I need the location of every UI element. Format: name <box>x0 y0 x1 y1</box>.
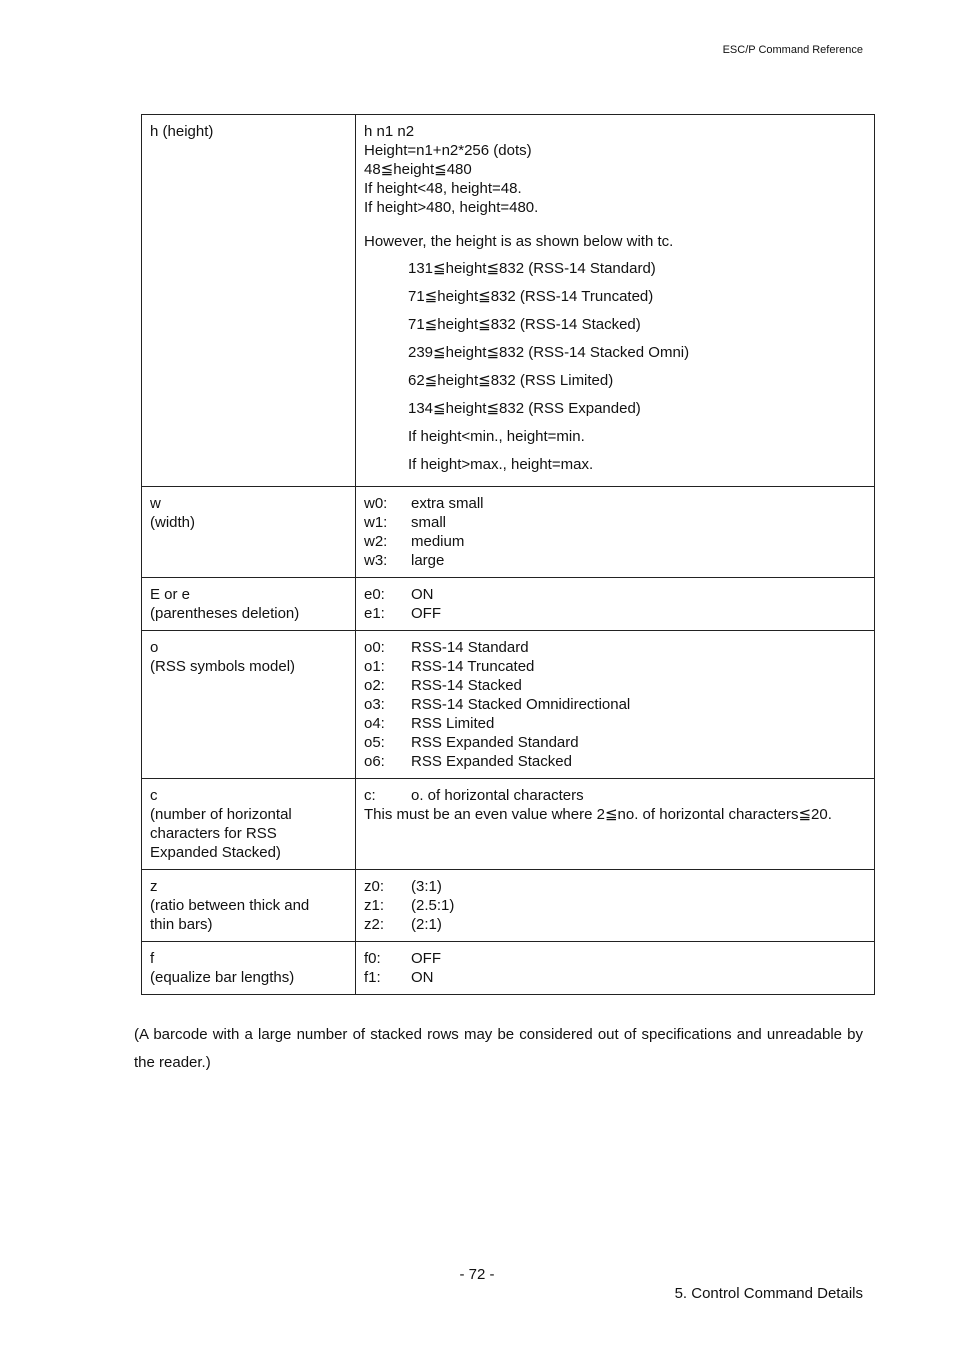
option-row <box>364 877 866 896</box>
option-code: c: <box>364 787 376 804</box>
parameter-table-body <box>142 115 875 995</box>
param-name-line: E or e <box>150 586 191 603</box>
option-row <box>364 786 866 805</box>
param-desc-cell <box>356 115 875 487</box>
param-name-line: (parentheses deletion) <box>150 605 300 622</box>
option-label: RSS-14 Standard <box>411 639 529 656</box>
option-code: e1: <box>364 605 385 622</box>
option-row <box>364 551 866 570</box>
option-code: o3: <box>364 696 385 713</box>
desc-line: h n1 n2 <box>364 123 415 140</box>
param-name-line: o <box>150 639 159 656</box>
option-row <box>364 752 866 771</box>
param-desc-cell <box>356 870 875 942</box>
desc-line: 48≦height≦480 <box>364 161 472 178</box>
tc-range-line: 131≦height≦832 (RSS-14 Standard) <box>408 260 656 277</box>
option-code: o1: <box>364 658 385 675</box>
option-code: f0: <box>364 950 381 967</box>
param-desc-cell <box>356 631 875 779</box>
option-code: w1: <box>364 514 388 531</box>
param-desc-cell <box>356 779 875 870</box>
param-name-cell <box>142 578 356 631</box>
desc-line: If height<48, height=48. <box>364 180 522 197</box>
option-note: This must be an even value where 2≦no. of horizontal characters≦20. <box>364 806 832 823</box>
param-name-line: (ratio between thick and <box>150 897 310 914</box>
param-name-line: c <box>150 787 158 804</box>
option-code: o4: <box>364 715 385 732</box>
desc-line: Height=n1+n2*256 (dots) <box>364 142 532 159</box>
option-label: RSS-14 Stacked Omnidirectional <box>411 696 631 713</box>
table-row <box>142 870 875 942</box>
param-name-cell <box>142 942 356 995</box>
chapter-title: 5. Control Command Details <box>674 1285 863 1302</box>
param-name-line: (number of horizontal <box>150 806 292 823</box>
option-code: o5: <box>364 734 385 751</box>
param-name-line: f <box>150 950 155 967</box>
table-row <box>142 115 875 487</box>
option-row <box>364 915 866 934</box>
option-code: o2: <box>364 677 385 694</box>
param-name-line: w <box>150 495 161 512</box>
option-label: OFF <box>411 950 441 967</box>
param-desc-cell <box>356 487 875 578</box>
option-row <box>364 494 866 513</box>
option-row <box>364 513 866 532</box>
option-row <box>364 733 866 752</box>
param-name-line: z <box>150 878 158 895</box>
parameter-table <box>141 114 875 995</box>
table-row <box>142 631 875 779</box>
option-row <box>364 968 866 987</box>
param-name-line: thin bars) <box>150 916 213 933</box>
option-code: o0: <box>364 639 385 656</box>
option-row <box>364 638 866 657</box>
tc-range-line: 71≦height≦832 (RSS-14 Truncated) <box>408 288 654 305</box>
param-name-cell <box>142 631 356 779</box>
option-label: o. of horizontal characters <box>411 787 584 804</box>
option-label: ON <box>411 969 434 986</box>
option-code: f1: <box>364 969 381 986</box>
param-name-cell <box>142 487 356 578</box>
option-row <box>364 949 866 968</box>
param-name: h (height) <box>150 123 214 140</box>
option-label: (2.5:1) <box>411 897 455 914</box>
option-row <box>364 695 866 714</box>
option-label: extra small <box>411 495 484 512</box>
option-code: w2: <box>364 533 388 550</box>
option-code: w0: <box>364 495 388 512</box>
option-label: small <box>411 514 447 531</box>
option-code: e0: <box>364 586 385 603</box>
option-label: RSS Expanded Stacked <box>411 753 572 770</box>
tc-range-line: 239≦height≦832 (RSS-14 Stacked Omni) <box>408 344 690 361</box>
option-label: RSS-14 Truncated <box>411 658 535 675</box>
table-row <box>142 779 875 870</box>
option-code: z1: <box>364 897 385 914</box>
header-reference-title: ESC/P Command Reference <box>722 44 863 56</box>
option-code: w3: <box>364 552 388 569</box>
param-name-line: Expanded Stacked) <box>150 844 281 861</box>
option-label: RSS Expanded Standard <box>411 734 579 751</box>
option-label: medium <box>411 533 465 550</box>
param-name-line: (RSS symbols model) <box>150 658 296 675</box>
option-row <box>364 585 866 604</box>
option-label: RSS-14 Stacked <box>411 677 522 694</box>
param-name-cell <box>142 870 356 942</box>
table-row <box>142 487 875 578</box>
table-row <box>142 578 875 631</box>
param-name-line: characters for RSS <box>150 825 277 842</box>
option-label: large <box>411 552 445 569</box>
option-row <box>364 604 866 623</box>
footnote: (A barcode with a large number of stacked rows may be considered out of specifications and unreadable by the reader.) <box>134 1026 863 1071</box>
param-name-line: (width) <box>150 514 196 531</box>
param-name-cell <box>142 779 356 870</box>
option-code: z2: <box>364 916 385 933</box>
option-row <box>364 676 866 695</box>
option-label: ON <box>411 586 434 603</box>
tc-intro: However, the height is as shown below with tc. <box>364 233 674 250</box>
option-label: OFF <box>411 605 441 622</box>
tc-range-line: If height<min., height=min. <box>408 428 585 445</box>
option-label: RSS Limited <box>411 715 495 732</box>
option-row <box>364 657 866 676</box>
tc-range-line: If height>max., height=max. <box>408 456 594 473</box>
option-label: (2:1) <box>411 916 442 933</box>
option-row <box>364 896 866 915</box>
tc-range-line: 71≦height≦832 (RSS-14 Stacked) <box>408 316 641 333</box>
option-code: o6: <box>364 753 385 770</box>
option-code: z0: <box>364 878 385 895</box>
param-name-line: (equalize bar lengths) <box>150 969 295 986</box>
tc-range-line: 62≦height≦832 (RSS Limited) <box>408 372 614 389</box>
desc-line: If height>480, height=480. <box>364 199 539 216</box>
table-row <box>142 942 875 995</box>
param-desc-cell <box>356 578 875 631</box>
option-row <box>364 714 866 733</box>
option-row <box>364 532 866 551</box>
option-label: (3:1) <box>411 878 442 895</box>
param-desc-cell <box>356 942 875 995</box>
page-number: - 72 - <box>459 1266 495 1283</box>
param-name-cell <box>142 115 356 487</box>
tc-range-line: 134≦height≦832 (RSS Expanded) <box>408 400 641 417</box>
